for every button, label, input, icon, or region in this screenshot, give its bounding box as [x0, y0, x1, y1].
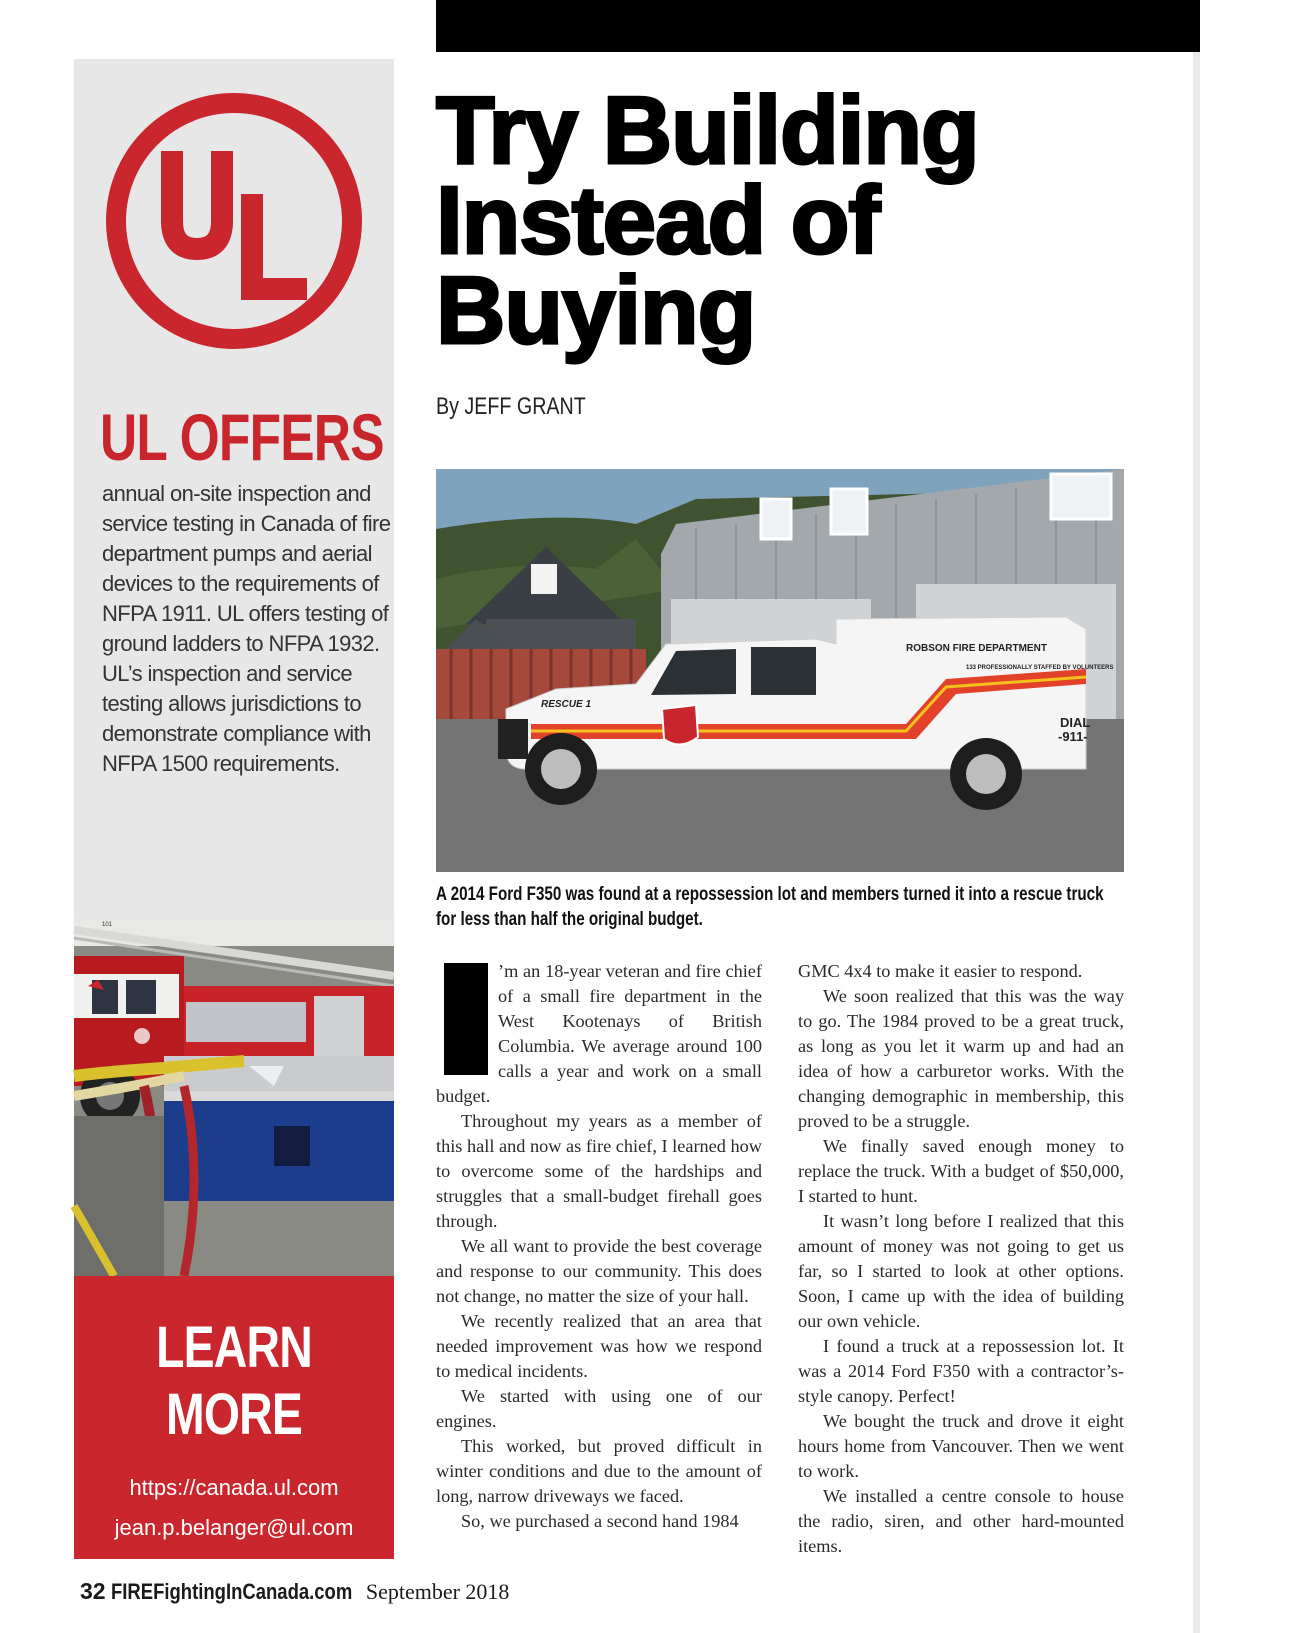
ad-truck-number: 101 — [102, 922, 113, 928]
staffing-label: 133 PROFESSIONALLY STAFFED BY VOLUNTEERS — [966, 665, 1114, 671]
ad-headline: UL OFFERS — [100, 400, 384, 474]
dial-label: DIAL — [1060, 715, 1091, 730]
paragraph-left-0: ’m an 18-year veteran and fire chief of a small fire department in the West Kootenays of British Columbia. We average around 100 calls a year and work on a small budget. — [436, 961, 762, 1106]
ul-logo — [102, 89, 366, 353]
dropcap — [444, 963, 488, 1075]
ul-advertisement — [74, 59, 394, 1580]
paragraph-left-3: We recently realized that an area that needed improvement was how we respond to medical incidents. — [436, 1311, 762, 1381]
ad-email-link[interactable]: jean.p.belanger@ul.com — [114, 1515, 354, 1540]
paragraph-right-5: We bought the truck and drove it eight hours home from Vancouver. Then we went to work. — [798, 1411, 1124, 1481]
learn-more-heading: LEARN MORE — [156, 1315, 312, 1447]
paragraph-left-4: We started with using one of our engines. — [436, 1386, 762, 1431]
rescue-truck-photo — [436, 469, 1124, 872]
ad-fire-truck-photo — [74, 916, 394, 1276]
paragraph-right-2: We finally saved enough money to replace the truck. With a budget of $50,000, I started to hunt. — [798, 1136, 1124, 1206]
ad-phone: 1.866.937.3852 — [157, 1555, 311, 1580]
paragraph-left-6: So, we purchased a second hand 1984 — [461, 1511, 739, 1531]
paragraph-right-0: GMC 4x4 to make it easier to respond. — [798, 961, 1083, 981]
photo-caption — [436, 882, 1124, 932]
page-footer — [80, 1578, 509, 1605]
paragraph-left-2: We all want to provide the best coverage and response to our community. This does not change, no matter the size of your hall. — [436, 1236, 762, 1306]
canopy-label: ROBSON FIRE DEPARTMENT — [906, 643, 1047, 654]
issue-date: September 2018 — [365, 1579, 510, 1604]
rescue-truck-illustration — [436, 469, 1124, 872]
ad-url-link[interactable]: https://canada.ul.com — [129, 1475, 339, 1500]
paragraph-right-1: We soon realized that this was the way to go. The 1984 proved to be a great truck, as long as you let it warm up and had an idea of how a carburetor works. With the changing demographic in membership, this proved to be a struggle. — [798, 986, 1124, 1131]
page-number: 32 — [80, 1578, 106, 1604]
article-column-left — [436, 959, 762, 1534]
ad-contact-panel — [74, 1276, 394, 1580]
rescue-1-label: RESCUE 1 — [541, 699, 592, 710]
paragraph-left-5: This worked, but proved difficult in winter conditions and due to the amount of long, narrow driveways we faced. — [436, 1436, 762, 1506]
paragraph-right-4: I found a truck at a repossession lot. It was a 2014 Ford F350 with a contractor’s-style canopy. Perfect! — [798, 1336, 1124, 1406]
paragraph-right-6: We installed a centre console to house the radio, siren, and other hard-mounted items. — [798, 1486, 1124, 1556]
byline: By JEFF GRANT — [436, 393, 586, 420]
article-column-right — [798, 959, 1124, 1559]
ad-body-text: annual on-site inspection and service testing in Canada of fire department pumps and aerial devices to the requirements of NFPA 1911. UL offers testing of ground ladders to NFPA 1932. UL’s inspection and service testing allows jurisdictions to demonstrate compliance with NFPA 1500 requirements. — [102, 481, 391, 776]
page-edge — [1193, 52, 1200, 1633]
article-title-text: Try Building Instead of Buying — [436, 77, 979, 364]
paragraph-left-1: Throughout my years as a member of this hall and now as fire chief, I learned how to overcome some of the hardships and struggles that a small-budget firehall goes through. — [436, 1111, 762, 1231]
first-paragraph — [436, 959, 762, 1109]
site-name: FIREFightingInCanada.com — [111, 1579, 353, 1604]
header-bar — [436, 0, 1200, 52]
photo-caption-text: A 2014 Ford F350 was found at a repossession lot and members turned it into a rescue truck for less than half the original budget. — [436, 884, 1104, 930]
paragraph-right-3: It wasn’t long before I realized that this amount of money was not going to get us far, so I started to look at other options. Soon, I came up with the idea of building our own vehicle. — [798, 1211, 1124, 1331]
article-title — [436, 77, 1116, 364]
dial-911-label: -911- — [1058, 729, 1088, 744]
